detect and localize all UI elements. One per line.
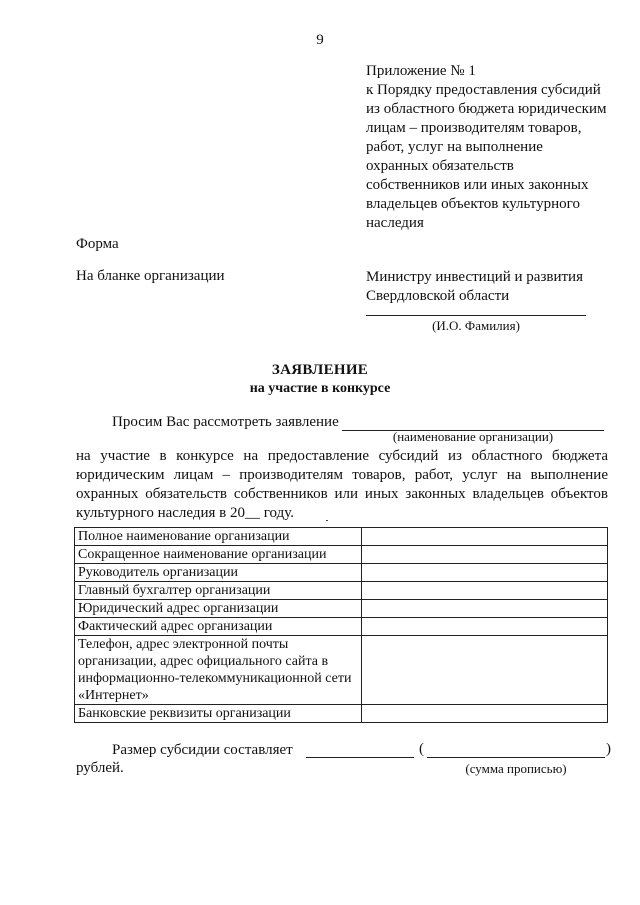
subsidy-amount-words-field[interactable] xyxy=(427,757,605,758)
table-row-label: Банковские реквизиты организации xyxy=(75,705,362,723)
signature-line[interactable] xyxy=(366,315,586,316)
table-row xyxy=(75,600,608,618)
table-row-label: Сокращенное наименование организации xyxy=(75,546,362,564)
appendix-line: наследия xyxy=(366,215,424,231)
letterhead-note: На бланке организации xyxy=(76,268,225,284)
request-body xyxy=(76,447,608,523)
form-label: Форма xyxy=(76,236,119,252)
appendix-line: Приложение № 1 xyxy=(366,63,476,79)
subsidy-amount-field[interactable] xyxy=(306,757,414,758)
table-row-value[interactable] xyxy=(361,546,607,564)
table-row-value[interactable] xyxy=(361,582,607,600)
appendix-line: работ, услуг на выполнение xyxy=(366,139,543,155)
currency-unit: рублей. xyxy=(76,760,124,776)
table-row-value[interactable] xyxy=(361,705,607,723)
table-row-label: Полное наименование организации xyxy=(75,528,362,546)
close-paren: ) xyxy=(606,741,611,757)
open-paren: ( xyxy=(419,741,424,757)
table-row xyxy=(75,546,608,564)
table-row-value[interactable] xyxy=(361,600,607,618)
body-line: охранных обязательств собственников или иных законных владельцев объектов xyxy=(76,486,608,502)
table-row xyxy=(75,582,608,600)
table-row-value[interactable] xyxy=(361,618,607,636)
appendix-line: к Порядку предоставления субсидий xyxy=(366,82,601,98)
table-row-label: Телефон, адрес электронной почты организации, адрес официального сайта в информационно-телекоммуникационной сети «Интернет» xyxy=(75,636,362,705)
signature-caption: (И.О. Фамилия) xyxy=(432,318,520,333)
table-row-label: Фактический адрес организации xyxy=(75,618,362,636)
document-title: ЗАЯВЛЕНИЕ xyxy=(271,362,369,378)
addressee-line: Свердловской области xyxy=(366,288,510,304)
appendix-line: лицам – производителям товаров, xyxy=(366,120,582,136)
appendix-block xyxy=(366,62,638,233)
table-row-label: Юридический адрес организации xyxy=(75,600,362,618)
table-row-label: Главный бухгалтер организации xyxy=(75,582,362,600)
organization-name-caption: (наименование организации) xyxy=(392,429,554,444)
body-line: культурного наследия в 20__ году. xyxy=(76,505,294,521)
page-number: 9 xyxy=(316,32,324,48)
request-lead: Просим Вас рассмотреть заявление xyxy=(112,414,339,430)
appendix-line: владельцев объектов культурного xyxy=(366,196,580,212)
addressee-block xyxy=(366,268,583,306)
scan-mark xyxy=(326,520,328,521)
addressee-line: Министру инвестиций и развития xyxy=(366,269,583,285)
appendix-line: собственников или иных законных xyxy=(366,177,589,193)
body-line: юридическим лицам – производителям товаров, работ, услуг на выполнение xyxy=(76,467,608,483)
table-row-value[interactable] xyxy=(361,528,607,546)
table-row-value[interactable] xyxy=(361,564,607,582)
table-row xyxy=(75,618,608,636)
table-row-label: Руководитель организации xyxy=(75,564,362,582)
table-row xyxy=(75,564,608,582)
subsidy-lead: Размер субсидии составляет xyxy=(112,742,293,758)
body-line: на участие в конкурсе на предоставление субсидий из областного бюджета xyxy=(76,448,608,464)
document-subtitle: на участие в конкурсе xyxy=(249,381,391,396)
table-row xyxy=(75,528,608,546)
appendix-line: из областного бюджета юридическим xyxy=(366,101,607,117)
table-row xyxy=(75,705,608,723)
organization-info-table xyxy=(74,527,608,723)
table-row-value[interactable] xyxy=(361,636,607,705)
table-row xyxy=(75,636,608,705)
amount-words-caption: (сумма прописью) xyxy=(465,761,567,776)
appendix-line: охранных обязательств xyxy=(366,158,514,174)
